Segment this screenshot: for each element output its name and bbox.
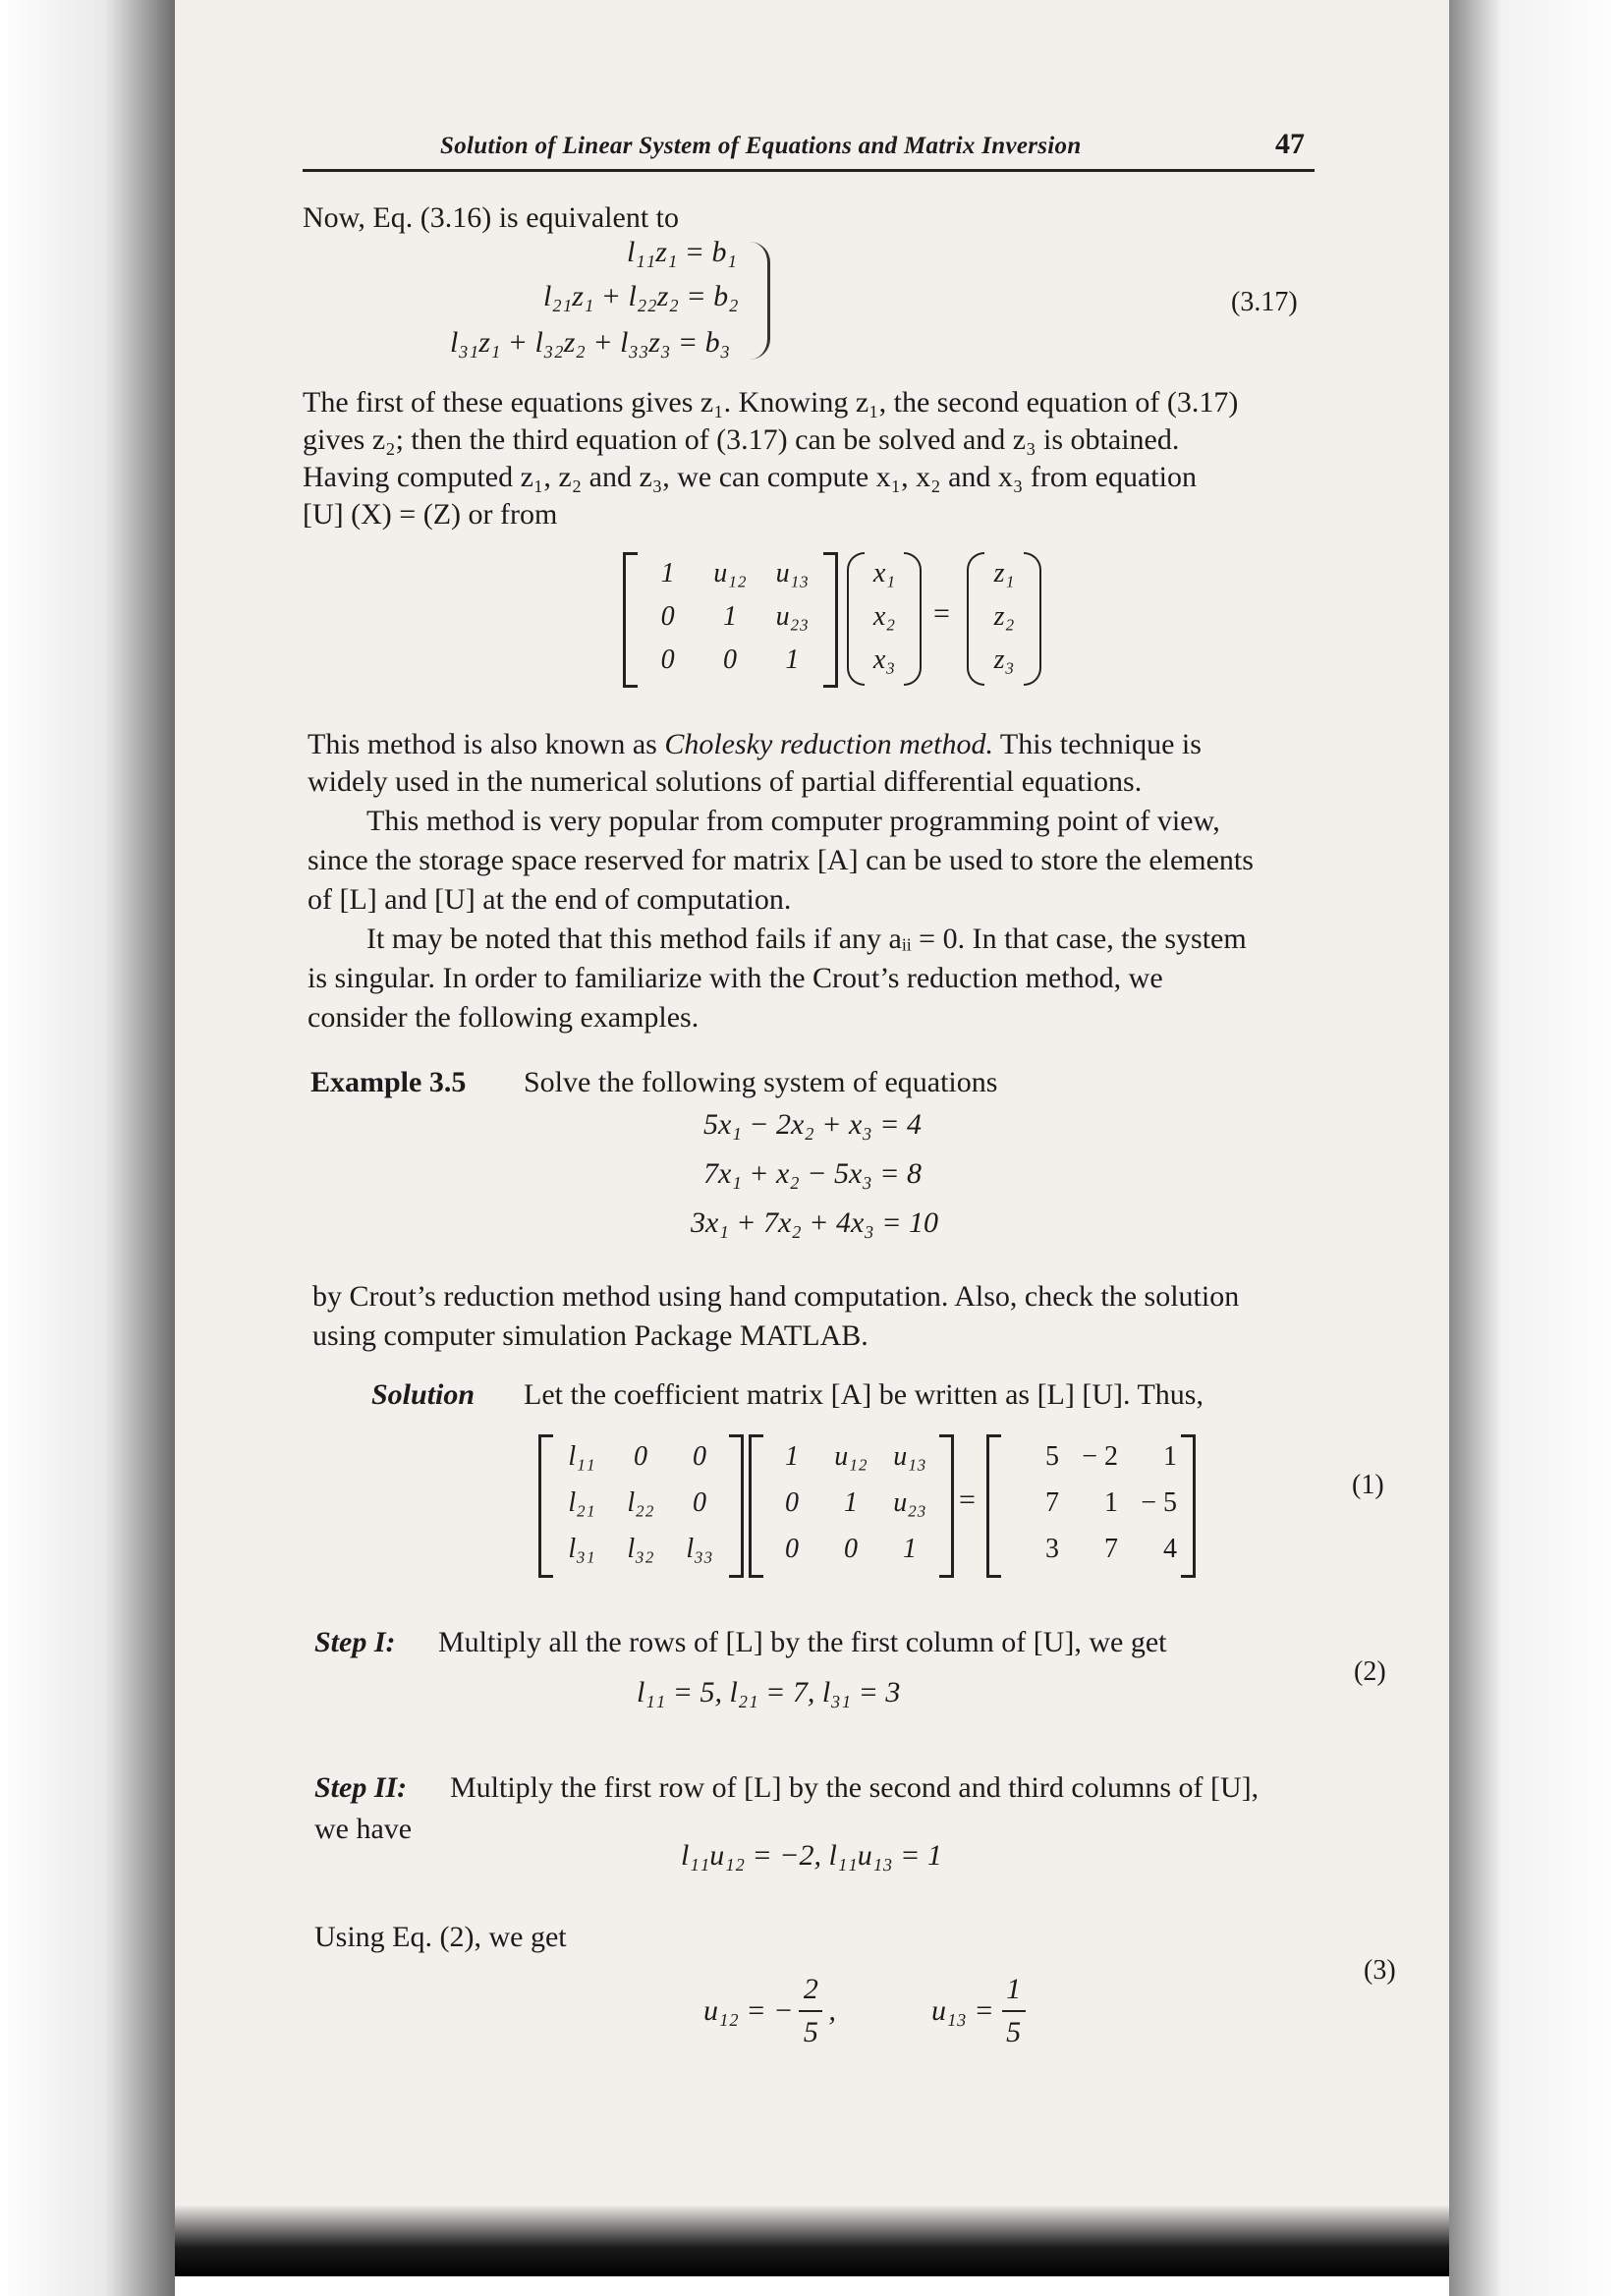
fraction-bar: [1002, 2010, 1026, 2012]
cholesky-term: Cholesky reduction method.: [664, 728, 993, 760]
para1-line3: Having computed z₁, z₂ and z₃, we can compute x₁, x₂ and x₃ from equation: [303, 461, 1197, 493]
matrix-cell: 1: [1163, 1441, 1177, 1473]
vector-cell: x₂: [872, 601, 896, 632]
equals-sign: =: [959, 1484, 976, 1516]
vector-cell: z₁: [993, 558, 1015, 588]
example-eq3: 3x₁ + 7x₂ + 4x₃ = 10: [691, 1206, 938, 1239]
example-eq2: 7x₁ + x₂ − 5x₃ = 8: [703, 1157, 922, 1190]
para2-line1: [308, 725, 1202, 764]
example-line2: using computer simulation Package MATLAB.: [312, 1319, 868, 1352]
matrix-cell: 1: [1104, 1486, 1118, 1518]
matrix-cell: u₁₃: [775, 558, 810, 588]
matrix-cell: l₃₂: [627, 1533, 654, 1564]
u12-lhs: u₁₂ = −: [703, 1994, 794, 2027]
step1-result: l₁₁ = 5, l₂₁ = 7, l₃₁ = 3: [637, 1676, 901, 1708]
matrix-u2-left-bracket: [749, 1434, 763, 1578]
matrix-cell: 0: [722, 644, 737, 675]
intro-line: Now, Eq. (3.16) is equivalent to: [303, 201, 679, 234]
u13-result: [931, 1975, 1026, 2047]
fraction-denominator: 5: [803, 2016, 818, 2048]
eq-317-3: l₃₁z₁ + l₃₂z₂ + l₃₃z₃ = b₃: [450, 326, 731, 359]
u12-result: [703, 1975, 836, 2047]
right-brace: [750, 242, 770, 360]
para1-line2: gives z₂; then the third equation of (3.17) can be solved and z₃ is obtained.: [303, 423, 1180, 456]
matrix-cell: 0: [693, 1486, 706, 1518]
matrix-cell: 1: [785, 1441, 799, 1473]
matrix-cell: 0: [693, 1441, 706, 1473]
para2-text: This technique is: [992, 728, 1202, 760]
matrix-cell: u₁₃: [893, 1441, 926, 1473]
solution-text: Let the coefficient matrix [A] be written as [L] [U]. Thus,: [524, 1378, 1204, 1411]
vector-cell: x₁: [872, 558, 896, 588]
step1-text: Multiply all the rows of [L] by the first column of [U], we get: [438, 1626, 1167, 1658]
vector-z: [982, 552, 1026, 682]
matrix-cell: 0: [844, 1533, 858, 1564]
para2-text: This method is also known as: [308, 728, 665, 760]
example-statement: Solve the following system of equations: [524, 1066, 998, 1098]
u13-fraction: [1002, 1975, 1026, 2047]
example-line1: by Crout’s reduction method using hand computation. Also, check the solution: [312, 1280, 1240, 1313]
matrix-cell: u₁₂: [713, 558, 747, 588]
matrix-cell: 7: [1045, 1486, 1059, 1518]
para2-line5: of [L] and [U] at the end of computation.: [308, 883, 792, 916]
eq-number-317: (3.17): [1231, 287, 1298, 317]
para2-line7: is singular. In order to familiarize with the Crout’s reduction method, we: [308, 962, 1163, 994]
matrix-cell: 1: [660, 558, 675, 588]
matrix-cell: 0: [660, 601, 675, 632]
matrix-u: [637, 552, 823, 682]
eq-number-1: (1): [1352, 1470, 1384, 1500]
matrix-u2-right-bracket: [939, 1434, 954, 1578]
matrix-cell: 1: [844, 1486, 858, 1518]
fraction-numerator: 1: [1006, 1973, 1022, 2005]
matrix-cell: l₁₁: [568, 1441, 595, 1473]
solution-label: Solution: [371, 1378, 476, 1411]
vector-x: [863, 552, 906, 682]
matrix-cell: 1: [722, 601, 737, 632]
para2-line3: This method is very popular from computer programming point of view,: [366, 805, 1220, 837]
u13-lhs: u₁₃ =: [931, 1994, 994, 2027]
eq-number-3: (3): [1364, 1955, 1396, 1986]
matrix-cell: 0: [785, 1533, 799, 1564]
equals-sign: =: [933, 597, 950, 630]
para1-line1: The first of these equations gives z₁. Knowing z₁, the second equation of (3.17): [303, 386, 1239, 419]
matrix-cell: l₂₁: [568, 1486, 595, 1518]
vector-cell: z₃: [993, 644, 1015, 675]
vector-cell: x₃: [872, 644, 896, 675]
matrix-cell: 0: [634, 1441, 647, 1473]
vector-cell: z₂: [993, 601, 1015, 632]
step3-text: Using Eq. (2), we get: [314, 1921, 567, 1953]
para2-line2: widely used in the numerical solutions of partial differential equations.: [308, 765, 1143, 798]
fraction-denominator: 5: [1006, 2016, 1022, 2048]
step2-text2: we have: [314, 1813, 413, 1845]
step1-label: Step I:: [314, 1626, 396, 1658]
matrix-u2: [762, 1434, 939, 1572]
matrix-cell: l₃₃: [686, 1533, 713, 1564]
matrix-cell: l₃₁: [568, 1533, 595, 1564]
matrix-a-right-bracket: [1181, 1434, 1196, 1578]
matrix-cell: 5: [1045, 1441, 1059, 1473]
header-rule: [303, 169, 1315, 172]
para1-line4: [U] (X) = (Z) or from: [303, 498, 558, 531]
para2-line4: since the storage space reserved for matrix [A] can be used to store the elements: [308, 844, 1254, 876]
matrix-u-right-bracket: [823, 552, 838, 688]
matrix-cell: 0: [660, 644, 675, 675]
matrix-cell: 1: [903, 1533, 917, 1564]
fraction-numerator: 2: [803, 1973, 818, 2005]
page-edge-left: [0, 0, 175, 2296]
matrix-l-right-bracket: [729, 1434, 744, 1578]
vector-x-right-paren: [904, 552, 922, 686]
matrix-cell: 1: [785, 644, 800, 675]
matrix-cell: u₂₃: [775, 601, 810, 632]
eq-317-1: l₁₁z₁ = b₁: [627, 236, 737, 268]
matrix-cell: u₁₂: [834, 1441, 868, 1473]
separator: ,: [828, 1994, 836, 2027]
page-edge-bottom: [175, 2206, 1449, 2276]
matrix-cell: u₂₃: [893, 1486, 926, 1518]
matrix-a: [1000, 1434, 1177, 1572]
matrix-cell: − 2: [1082, 1441, 1118, 1473]
step2-label: Step II:: [314, 1771, 408, 1804]
example-label: Example 3.5: [310, 1066, 467, 1098]
running-header: Solution of Linear System of Equations and Matrix Inversion: [440, 133, 1082, 159]
matrix-l-left-bracket: [538, 1434, 553, 1578]
step2-text: Multiply the first row of [L] by the second and third columns of [U],: [450, 1771, 1260, 1804]
para2-line6: It may be noted that this method fails if any aᵢᵢ = 0. In that case, the system: [366, 923, 1247, 955]
matrix-cell: 3: [1045, 1533, 1059, 1564]
page-number: 47: [1275, 128, 1305, 160]
matrix-l: [552, 1434, 729, 1572]
book-page: [175, 0, 1449, 2206]
matrix-cell: 7: [1104, 1533, 1118, 1564]
eq-number-2: (2): [1354, 1656, 1386, 1687]
page-edge-right: [1449, 0, 1624, 2296]
eq-317-2: l₂₁z₁ + l₂₂z₂ = b₂: [543, 280, 739, 312]
matrix-u-left-bracket: [623, 552, 638, 688]
fraction-bar: [799, 2010, 822, 2012]
para2-line8: consider the following examples.: [308, 1001, 700, 1034]
matrix-cell: 4: [1163, 1533, 1177, 1564]
matrix-cell: − 5: [1141, 1486, 1177, 1518]
step2-result: l₁₁u₁₂ = −2, l₁₁u₁₃ = 1: [681, 1839, 942, 1872]
matrix-cell: 0: [785, 1486, 799, 1518]
matrix-cell: l₂₂: [627, 1486, 654, 1518]
vector-z-right-paren: [1024, 552, 1041, 686]
example-eq1: 5x₁ − 2x₂ + x₃ = 4: [703, 1108, 922, 1141]
u12-fraction: [799, 1975, 822, 2047]
matrix-a-left-bracket: [986, 1434, 1001, 1578]
